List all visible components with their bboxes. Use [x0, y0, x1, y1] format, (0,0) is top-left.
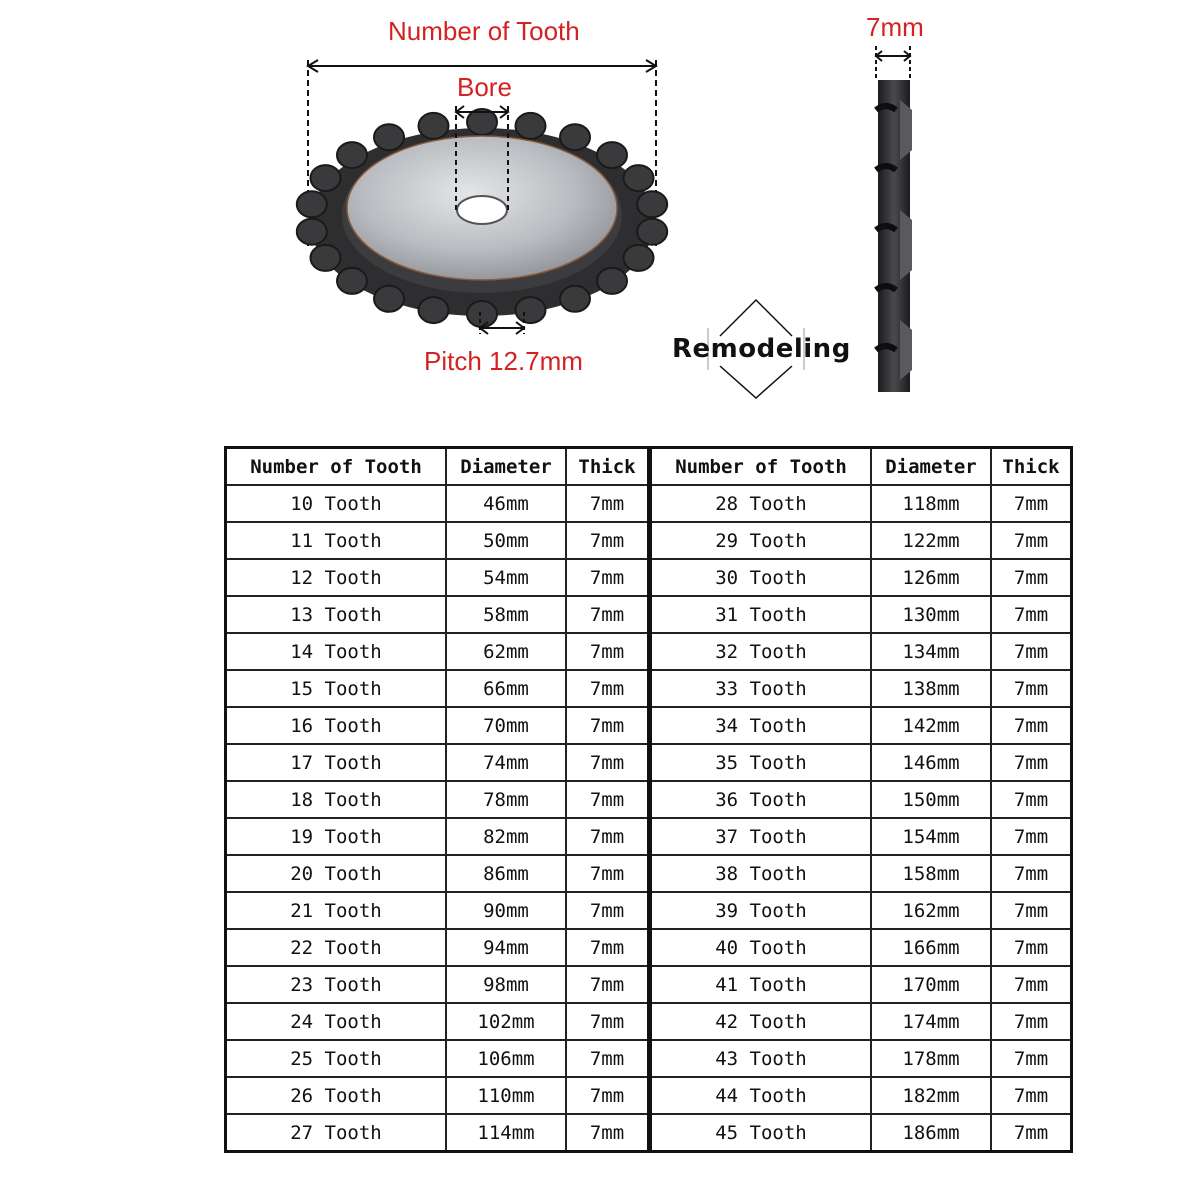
sprocket-tooth: [311, 165, 341, 191]
sprocket-illustration: [0, 0, 1200, 420]
tooth-count-cell: 18 Tooth: [226, 781, 447, 818]
diameter-cell: 62mm: [446, 633, 566, 670]
brand-logo: Remodeling: [672, 334, 851, 364]
table-row: [226, 707, 1072, 744]
diameter-cell: 98mm: [446, 966, 566, 1003]
thick-cell: 7mm: [566, 707, 650, 744]
sprocket-tooth: [467, 301, 497, 327]
thick-cell: 7mm: [991, 633, 1072, 670]
table-row: [226, 1003, 1072, 1040]
table-header-row: [226, 448, 1072, 486]
table-row: [226, 1040, 1072, 1077]
diameter-cell: 106mm: [446, 1040, 566, 1077]
thick-cell: 7mm: [566, 522, 650, 559]
tooth-count-cell: 24 Tooth: [226, 1003, 447, 1040]
thick-cell: 7mm: [566, 818, 650, 855]
diameter-cell: 118mm: [871, 485, 991, 522]
tooth-count-cell: 15 Tooth: [226, 670, 447, 707]
tooth-count-cell: 11 Tooth: [226, 522, 447, 559]
tooth-count-cell: 29 Tooth: [650, 522, 872, 559]
diameter-cell: 170mm: [871, 966, 991, 1003]
diameter-cell: 114mm: [446, 1114, 566, 1152]
thick-cell: 7mm: [991, 522, 1072, 559]
sprocket-tooth: [597, 268, 627, 294]
tooth-count-cell: 19 Tooth: [226, 818, 447, 855]
diameter-cell: 154mm: [871, 818, 991, 855]
table-row: [226, 818, 1072, 855]
tooth-count-cell: 38 Tooth: [650, 855, 872, 892]
diameter-cell: 150mm: [871, 781, 991, 818]
diameter-cell: 146mm: [871, 744, 991, 781]
thick-cell: 7mm: [566, 1114, 650, 1152]
tooth-count-cell: 13 Tooth: [226, 596, 447, 633]
sprocket-tooth: [560, 124, 590, 150]
thick-cell: 7mm: [991, 1077, 1072, 1114]
diameter-cell: 134mm: [871, 633, 991, 670]
sprocket-tooth: [337, 268, 367, 294]
header-thick-left: Thick: [566, 448, 650, 486]
thick-cell: 7mm: [566, 1040, 650, 1077]
tooth-count-cell: 30 Tooth: [650, 559, 872, 596]
sprocket-tooth: [297, 191, 327, 217]
diameter-cell: 178mm: [871, 1040, 991, 1077]
sprocket-tooth: [337, 142, 367, 168]
tooth-count-cell: 27 Tooth: [226, 1114, 447, 1152]
diameter-cell: 130mm: [871, 596, 991, 633]
tooth-count-cell: 12 Tooth: [226, 559, 447, 596]
thick-cell: 7mm: [566, 781, 650, 818]
thick-cell: 7mm: [566, 596, 650, 633]
diameter-cell: 90mm: [446, 892, 566, 929]
thick-cell: 7mm: [991, 1003, 1072, 1040]
thick-cell: 7mm: [991, 892, 1072, 929]
table-row: [226, 855, 1072, 892]
thick-cell: 7mm: [566, 559, 650, 596]
tooth-count-cell: 34 Tooth: [650, 707, 872, 744]
header-number-of-tooth-left: Number of Tooth: [226, 448, 447, 486]
thickness-label: 7mm: [866, 12, 924, 42]
table-row: [226, 892, 1072, 929]
thick-cell: 7mm: [566, 670, 650, 707]
diameter-cell: 50mm: [446, 522, 566, 559]
tooth-count-cell: 21 Tooth: [226, 892, 447, 929]
tooth-count-cell: 41 Tooth: [650, 966, 872, 1003]
sprocket-tooth: [374, 124, 404, 150]
thickness-dimension-line: [876, 46, 910, 80]
thick-cell: 7mm: [991, 818, 1072, 855]
tooth-count-cell: 42 Tooth: [650, 1003, 872, 1040]
tooth-count-cell: 40 Tooth: [650, 929, 872, 966]
tooth-count-cell: 10 Tooth: [226, 485, 447, 522]
diameter-cell: 126mm: [871, 559, 991, 596]
sprocket-tooth: [637, 191, 667, 217]
diameter-cell: 142mm: [871, 707, 991, 744]
tooth-count-cell: 23 Tooth: [226, 966, 447, 1003]
header-number-of-tooth-right: Number of Tooth: [650, 448, 872, 486]
table-row: [226, 522, 1072, 559]
sprocket-tooth: [624, 245, 654, 271]
table-row: [226, 670, 1072, 707]
tooth-count-cell: 16 Tooth: [226, 707, 447, 744]
table-row: [226, 966, 1072, 1003]
thick-cell: 7mm: [991, 707, 1072, 744]
diameter-cell: 46mm: [446, 485, 566, 522]
sprocket-body: [297, 109, 667, 327]
thick-cell: 7mm: [991, 485, 1072, 522]
thick-cell: 7mm: [566, 744, 650, 781]
sprocket-tooth: [516, 297, 546, 323]
tooth-count-cell: 14 Tooth: [226, 633, 447, 670]
diameter-cell: 182mm: [871, 1077, 991, 1114]
thick-cell: 7mm: [991, 596, 1072, 633]
thick-cell: 7mm: [566, 485, 650, 522]
diameter-cell: 86mm: [446, 855, 566, 892]
tooth-count-cell: 37 Tooth: [650, 818, 872, 855]
diameter-cell: 186mm: [871, 1114, 991, 1152]
thick-cell: 7mm: [991, 559, 1072, 596]
sprocket-spec-table: [224, 446, 1073, 1153]
table-row: [226, 929, 1072, 966]
diameter-cell: 58mm: [446, 596, 566, 633]
diameter-cell: 122mm: [871, 522, 991, 559]
thick-cell: 7mm: [566, 929, 650, 966]
thick-cell: 7mm: [566, 892, 650, 929]
diameter-cell: 110mm: [446, 1077, 566, 1114]
tooth-count-cell: 31 Tooth: [650, 596, 872, 633]
sprocket-tooth: [311, 245, 341, 271]
table-row: [226, 596, 1072, 633]
sprocket-tooth: [637, 219, 667, 245]
table-row: [226, 1114, 1072, 1152]
sprocket-diagram: [0, 0, 1200, 420]
pitch-label: Pitch 12.7mm: [424, 346, 583, 376]
tooth-count-cell: 25 Tooth: [226, 1040, 447, 1077]
diameter-cell: 174mm: [871, 1003, 991, 1040]
sprocket-tooth: [624, 165, 654, 191]
sprocket-tooth: [560, 286, 590, 312]
tooth-count-cell: 32 Tooth: [650, 633, 872, 670]
sprocket-tooth: [419, 113, 449, 139]
diameter-cell: 54mm: [446, 559, 566, 596]
sprocket-tooth: [297, 219, 327, 245]
thick-cell: 7mm: [991, 670, 1072, 707]
diameter-cell: 70mm: [446, 707, 566, 744]
sprocket-tooth: [516, 113, 546, 139]
sprocket-tooth: [419, 297, 449, 323]
thick-cell: 7mm: [991, 855, 1072, 892]
tooth-count-cell: 22 Tooth: [226, 929, 447, 966]
table-row: [226, 559, 1072, 596]
thick-cell: 7mm: [566, 855, 650, 892]
thick-cell: 7mm: [991, 1114, 1072, 1152]
diameter-cell: 162mm: [871, 892, 991, 929]
diameter-cell: 138mm: [871, 670, 991, 707]
thick-cell: 7mm: [566, 1077, 650, 1114]
table-row: [226, 1077, 1072, 1114]
header-thick-right: Thick: [991, 448, 1072, 486]
thick-cell: 7mm: [566, 633, 650, 670]
tooth-count-cell: 44 Tooth: [650, 1077, 872, 1114]
thick-cell: 7mm: [991, 781, 1072, 818]
number-of-tooth-label: Number of Tooth: [388, 16, 580, 46]
table-row: [226, 485, 1072, 522]
sprocket-tooth: [374, 286, 404, 312]
thick-cell: 7mm: [991, 744, 1072, 781]
sprocket-tooth: [597, 142, 627, 168]
tooth-count-cell: 43 Tooth: [650, 1040, 872, 1077]
thick-cell: 7mm: [566, 966, 650, 1003]
table-row: [226, 744, 1072, 781]
header-diameter-left: Diameter: [446, 448, 566, 486]
header-diameter-right: Diameter: [871, 448, 991, 486]
tooth-count-cell: 35 Tooth: [650, 744, 872, 781]
diameter-cell: 166mm: [871, 929, 991, 966]
tooth-count-cell: 17 Tooth: [226, 744, 447, 781]
tooth-count-cell: 33 Tooth: [650, 670, 872, 707]
thick-cell: 7mm: [566, 1003, 650, 1040]
tooth-count-cell: 36 Tooth: [650, 781, 872, 818]
tooth-count-cell: 39 Tooth: [650, 892, 872, 929]
diameter-cell: 94mm: [446, 929, 566, 966]
diameter-cell: 78mm: [446, 781, 566, 818]
table-row: [226, 633, 1072, 670]
diameter-cell: 82mm: [446, 818, 566, 855]
sprocket-side-view: [876, 80, 912, 392]
thick-cell: 7mm: [991, 966, 1072, 1003]
diameter-cell: 66mm: [446, 670, 566, 707]
thick-cell: 7mm: [991, 1040, 1072, 1077]
thick-cell: 7mm: [991, 929, 1072, 966]
tooth-count-cell: 20 Tooth: [226, 855, 447, 892]
tooth-count-cell: 26 Tooth: [226, 1077, 447, 1114]
tooth-count-cell: 28 Tooth: [650, 485, 872, 522]
tooth-count-cell: 45 Tooth: [650, 1114, 872, 1152]
diameter-cell: 158mm: [871, 855, 991, 892]
diameter-cell: 102mm: [446, 1003, 566, 1040]
diameter-cell: 74mm: [446, 744, 566, 781]
table-row: [226, 781, 1072, 818]
bore-label: Bore: [457, 72, 512, 102]
